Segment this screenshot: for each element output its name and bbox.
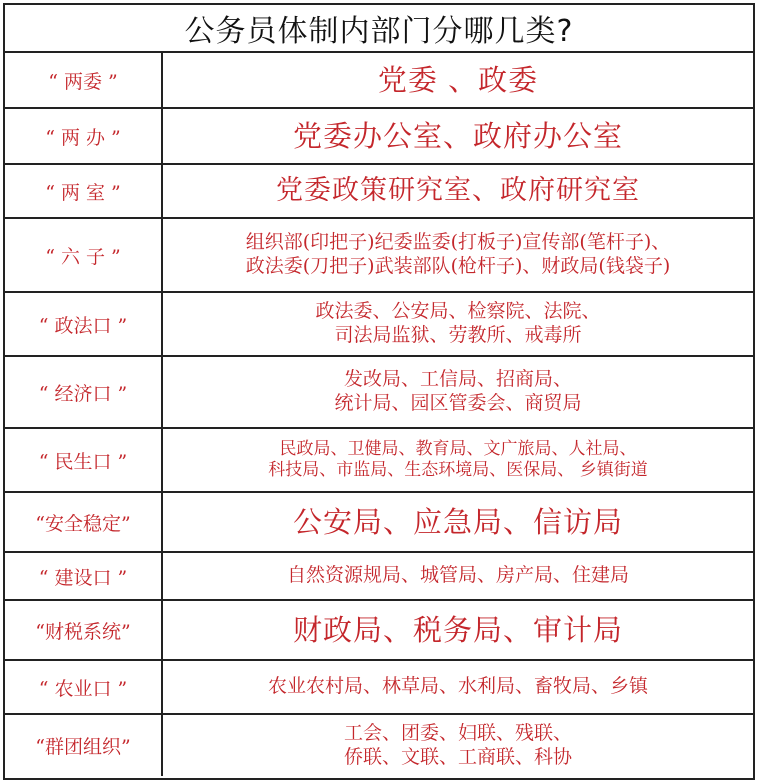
category-label: “ 农业口 ” bbox=[5, 661, 163, 713]
table-row bbox=[5, 429, 753, 493]
category-label: “安全稳定” bbox=[5, 493, 163, 551]
table-row bbox=[5, 293, 753, 357]
department-line: 科技局、市监局、生态环境局、医保局、 乡镇街道 bbox=[268, 460, 648, 480]
department-line: 工会、团委、妇联、残联、 bbox=[343, 721, 572, 744]
department-table bbox=[3, 3, 755, 780]
category-departments bbox=[163, 219, 753, 291]
category-departments bbox=[163, 165, 753, 217]
category-departments bbox=[163, 661, 753, 713]
category-label: “ 民生口 ” bbox=[5, 429, 163, 491]
department-line: 农业农村局、林草局、水利局、畜牧局、乡镇 bbox=[267, 675, 648, 698]
department-line: 侨联、文联、工商联、科协 bbox=[343, 745, 572, 768]
table-row bbox=[5, 219, 753, 293]
department-line: 统计局、园区管委会、商贸局 bbox=[334, 392, 582, 414]
category-departments bbox=[163, 601, 753, 659]
category-label: “ 两 办 ” bbox=[5, 109, 163, 163]
category-departments bbox=[163, 429, 753, 491]
department-line: 公安局、应急局、信访局 bbox=[292, 504, 623, 539]
table-row bbox=[5, 357, 753, 429]
category-departments bbox=[163, 53, 753, 107]
table-row bbox=[5, 601, 753, 661]
department-line: 政法委、公安局、检察院、法院、 bbox=[315, 300, 601, 323]
table-row bbox=[5, 109, 753, 165]
category-label: “群团组织” bbox=[5, 715, 163, 776]
department-line: 司法局监狱、劳教所、戒毒所 bbox=[334, 324, 582, 346]
category-label: “ 两 室 ” bbox=[5, 165, 163, 217]
category-departments bbox=[163, 357, 753, 427]
table-row bbox=[5, 493, 753, 553]
department-line: 党委政策研究室、政府研究室 bbox=[276, 175, 640, 207]
department-line: 发改局、工信局、招商局、 bbox=[343, 368, 572, 391]
category-departments bbox=[163, 493, 753, 551]
category-label: “ 两委 ” bbox=[5, 53, 163, 107]
category-label: “财税系统” bbox=[5, 601, 163, 659]
department-line: 党委 、政委 bbox=[377, 62, 539, 97]
page-title: 公务员体制内部门分哪几类? bbox=[5, 5, 753, 53]
department-line: 组织部(印把子)纪委监委(打板子)宣传部(笔杆子)、 bbox=[245, 231, 671, 254]
table-row bbox=[5, 165, 753, 219]
table-row bbox=[5, 53, 753, 109]
category-label: “ 六 子 ” bbox=[5, 219, 163, 291]
department-line: 民政局、卫健局、教育局、文广旅局、人社局、 bbox=[279, 438, 637, 459]
category-departments bbox=[163, 293, 753, 355]
department-line: 政法委(刀把子)武装部队(枪杆子)、财政局(钱袋子) bbox=[245, 255, 671, 277]
department-line: 党委办公室、政府办公室 bbox=[292, 118, 623, 153]
category-departments bbox=[163, 715, 753, 776]
table-row bbox=[5, 715, 753, 776]
department-line: 财政局、税务局、审计局 bbox=[292, 612, 623, 647]
department-line: 自然资源规局、城管局、房产局、住建局 bbox=[286, 564, 629, 587]
category-label: “ 经济口 ” bbox=[5, 357, 163, 427]
category-departments bbox=[163, 109, 753, 163]
category-label: “ 建设口 ” bbox=[5, 553, 163, 599]
table-row bbox=[5, 661, 753, 715]
table-row bbox=[5, 553, 753, 601]
category-label: “ 政法口 ” bbox=[5, 293, 163, 355]
category-departments bbox=[163, 553, 753, 599]
